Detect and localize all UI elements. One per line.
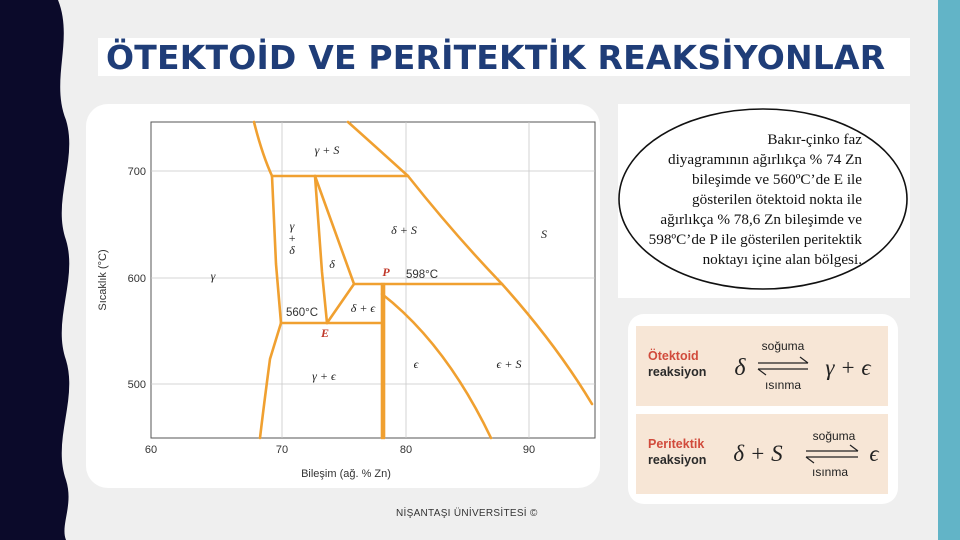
slide-title: ÖTEKTOİD VE PERİTEKTİK REAKSİYONLAR [106, 38, 886, 77]
eutectoid-temp-label: 560°C [285, 307, 319, 319]
left-wave-band [0, 0, 75, 540]
callout-line: bileşimde ve 560ºC’de E ile [691, 171, 862, 188]
callout-panel [618, 104, 910, 298]
label-gamma-eps: γ + ϵ [312, 369, 336, 383]
reactions-panel [628, 314, 898, 504]
phase-diagram [86, 104, 600, 488]
label-s: S [541, 227, 547, 241]
phase-diagram-panel [86, 104, 600, 488]
callout-line: gösterilen ötektoid nokta ile [692, 191, 862, 208]
right-accent-bar [938, 0, 960, 540]
peritectic-cooling-label: soğuma [812, 429, 856, 443]
label-delta: δ [329, 257, 335, 271]
point-e-label: E [320, 326, 330, 340]
boundary-s-top [348, 122, 408, 176]
label-gamma-s: γ + S [314, 143, 340, 157]
eutectoid-reaction-row [636, 326, 888, 406]
boundary-gamma-lower [260, 323, 281, 438]
label-gamma-delta-b: + [287, 231, 297, 245]
eutectoid-name-line2: reaksiyon [648, 365, 707, 379]
x-tick-70: 70 [275, 444, 289, 456]
callout-line: Bakır-çinko faz [767, 131, 862, 148]
y-tick-500: 500 [127, 379, 146, 391]
peritectic-temp-label: 598°C [405, 269, 439, 281]
eutectoid-cooling-label: soğuma [761, 339, 805, 353]
peritectic-equilibrium-arrows [806, 445, 858, 463]
peritectic-right-side: ϵ [869, 441, 879, 466]
label-gamma: γ [210, 269, 216, 283]
callout-line: ağırlıkça % 78,6 Zn bileşimde ve [660, 211, 862, 228]
label-eps: ϵ [413, 357, 419, 371]
point-p-label: P [382, 265, 390, 279]
boundary-gamma-liquidus [254, 122, 272, 176]
callout-line: 598ºC’de P ile gösterilen peritektik [648, 231, 862, 248]
peritectic-name-line2: reaksiyon [648, 453, 707, 467]
plot-frame [151, 122, 595, 438]
label-gamma-delta-c: δ [289, 243, 295, 257]
eutectoid-heating-label: ısınma [764, 378, 802, 392]
peritectic-reaction-row [636, 414, 888, 494]
x-tick-60: 60 [144, 444, 158, 456]
slide-title-bar [98, 38, 910, 76]
boundary-eps-right [382, 294, 491, 438]
eutectoid-right-side: γ + ϵ [825, 355, 871, 380]
footer-copyright: NİŞANTAŞI ÜNİVERSİTESİ © [396, 508, 538, 519]
callout-line: diyagramının ağırlıkça % 74 Zn [667, 151, 862, 168]
y-tick-700: 700 [127, 166, 146, 178]
label-delta-s: δ + S [391, 223, 417, 237]
eutectoid-name-line1: Ötektoid [648, 349, 699, 363]
peritectic-name-line1: Peritektik [648, 437, 705, 451]
x-axis-label: Bileşim (ağ. % Zn) [301, 468, 391, 480]
label-delta-eps: δ + ϵ [350, 301, 376, 315]
boundary-gamma-delta [315, 176, 327, 323]
x-tick-80: 80 [399, 444, 413, 456]
peritectic-left-side: δ + S [733, 441, 783, 466]
callout-text [618, 130, 862, 270]
grid-lines [151, 122, 595, 438]
boundary-gamma-left [272, 176, 281, 323]
eutectoid-equation [636, 326, 888, 406]
label-eps-s: ϵ + S [496, 357, 522, 371]
x-tick-90: 90 [522, 444, 536, 456]
y-axis-label: Sıcaklık (°C) [97, 249, 109, 311]
boundary-eps-s-right [502, 284, 592, 404]
eutectoid-left-side: δ [734, 355, 746, 381]
boundary-s-liquidus [405, 176, 502, 284]
y-tick-600: 600 [127, 273, 146, 285]
callout-line: noktayı içine alan bölgesi. [702, 251, 862, 268]
eutectoid-equilibrium-arrows [758, 357, 808, 375]
peritectic-equation [636, 414, 888, 494]
label-gamma-delta-a: γ [289, 219, 295, 233]
peritectic-heating-label: ısınma [811, 465, 849, 479]
